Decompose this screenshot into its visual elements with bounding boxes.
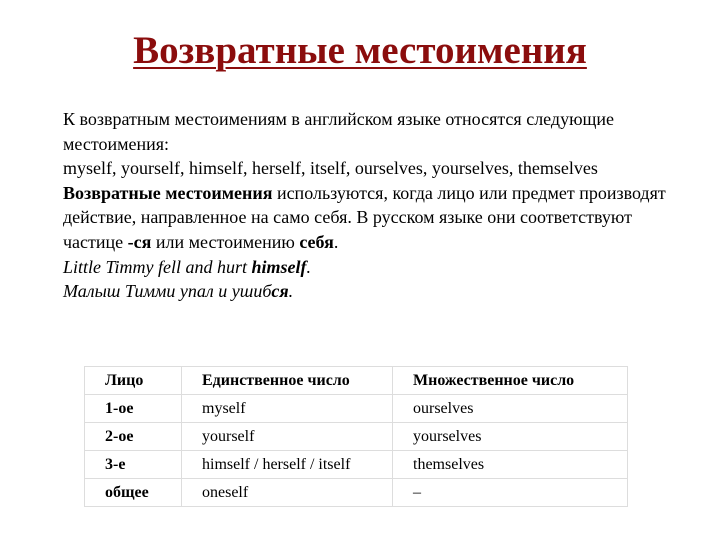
slide-title: Возвратные местоимения: [133, 29, 587, 72]
pronoun-table: [84, 366, 628, 507]
table-row: [85, 395, 628, 423]
table-cell: oneself: [182, 479, 393, 507]
intro-line: К возвратным местоимениям в английском языке относятся следующие местоимения:: [63, 109, 615, 154]
table-row: [85, 423, 628, 451]
example-english: [63, 255, 683, 280]
particle: -ся: [127, 231, 152, 252]
table-cell: –: [393, 479, 628, 507]
table-cell: ourselves: [393, 395, 628, 423]
table-header: [85, 367, 628, 395]
table-row: [85, 451, 628, 479]
header-cell: Единственное число: [182, 367, 393, 395]
example-russian: [63, 279, 683, 304]
definition-term: Возвратные местоимения: [63, 182, 273, 203]
example-ru-text: Малыш Тимми упал и ушиб: [63, 281, 272, 302]
table-cell: myself: [182, 395, 393, 423]
definition-end: .: [333, 231, 339, 252]
table-row: [85, 479, 628, 507]
example-ru-bold: ся: [271, 281, 289, 302]
table-cell: yourselves: [393, 423, 628, 451]
table-cell: 1-ое: [85, 395, 182, 423]
definition-rest: используются, когда лицо или предмет производят действие, направленное на само себя. В русском языке они соответствуют частице: [63, 182, 666, 252]
table-cell: himself / herself / itself: [182, 451, 393, 479]
table-cell: общее: [85, 479, 182, 507]
example-en-bold: himself: [251, 256, 307, 277]
example-en-text: Little Timmy fell and hurt: [63, 256, 252, 277]
definition-text: [63, 181, 683, 255]
header-cell: Множественное число: [393, 367, 628, 395]
definition-mid: или местоимению: [151, 231, 300, 252]
pronoun-list: myself, yourself, himself, herself, itself, ourselves, yourselves, themselves: [63, 158, 598, 179]
pronoun-sebya: себя: [299, 231, 334, 252]
table-cell: themselves: [393, 451, 628, 479]
header-cell: Лицо: [85, 367, 182, 395]
intro-text: [63, 107, 683, 181]
table-cell: yourself: [182, 423, 393, 451]
table-cell: 2-ое: [85, 423, 182, 451]
example-en-end: .: [306, 256, 312, 277]
example-ru-end: .: [288, 281, 294, 302]
slide-body: [63, 107, 683, 304]
table-cell: 3-е: [85, 451, 182, 479]
